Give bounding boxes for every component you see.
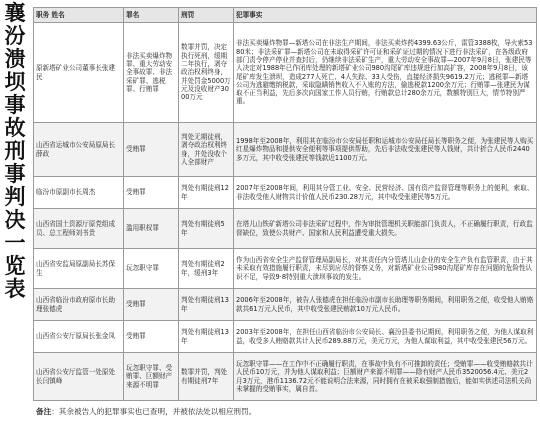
cell-charge: 玩忽职守罪: [124, 249, 179, 289]
cell-facts: 作为山西省安全生产监督管理局副局长，对其责任内分管塔儿山企业的安全生产负有监管职责，由于其未采取有效措施履行职责，未尽到应尽的督察义务，对新塔矿业公司980沟尾矿库存在问题的危险性认识不足，导致9·8特别重大溃坝事故的发生。: [234, 249, 537, 289]
table-row: [34, 123, 537, 177]
side-title-char: 览: [4, 254, 26, 278]
side-title-char: 汾: [4, 24, 26, 48]
cell-name: 山西省公安厅原局长张金凤: [34, 321, 124, 353]
cell-name: 山西省临汾市政府原市长助理张德虎: [34, 289, 124, 321]
footnote-text: ：其余被告人的犯罪事实也已查明，并被依法处以相应刑罚。: [51, 407, 257, 416]
header-sentence: 刑罚: [179, 8, 234, 23]
side-title-char: 决: [4, 208, 26, 232]
table-header-row: [34, 8, 537, 23]
cell-facts: 2006年至2008年，被告人张德虎在担任临汾市副市长助理等职务期间，利用职务之便，收受他人贿赂款共61万元人民币，其中收受张建民贿款10万元人民币。: [234, 289, 537, 321]
cell-facts: 非法买卖爆炸物罪—新塔公司在非法生产期间，非法买卖炸药4399.63公斤，雷管3388枚，导火索5380米；非法采矿罪—新塔公司在未取得采矿许可证和采矿证过期的情况下进行非法采矿，在各级政府部门责令停产停业并查封后，仍继续非法采矿生产，重大劳动安全事故罪—2007年9月8日，张建民等人决定对1988年已作闭库处理的新塔矿业公司980沟尾矿库违规进行加高扩容，2008年9月8日，该尾矿库发生溃坝，造成277人死亡、4人失踪、33人受伤，直接经济损失9619.2万元；逃税罪—新塔公司为逃避缴纳税款，采取隐瞒销售收入不入账的方法，偷逃税款1200余万元；行贿罪—张建民为谋取不正当利益，先后多次向国家工作人员行贿，行贿款总计280余万元，数额特别巨大，情节特别严重。: [234, 23, 537, 123]
cell-charge: 受贿罪: [124, 321, 179, 353]
header-facts: 犯罪事实: [234, 8, 537, 23]
table-row: [34, 177, 537, 209]
cell-facts: 1998年至2008年，利用其在临汾市公安局任职和运城市公安局任局长等职务之便，为张建民等人购买红星爆炸物品和提供安全便利等事项提供帮助，先后非法收受张建民等人钱财，共计折合人民币2440多万元，其中收受张建民等钱款近1100万元。: [234, 123, 537, 177]
cell-charge: 受贿罪: [124, 123, 179, 177]
cell-charge: 受贿罪: [124, 177, 179, 209]
table-row: [34, 249, 537, 289]
cell-facts: 2007年至2008年间，利用其分管工业、安全、民营经济、国有资产监督管理等职务上的便利，索取、非法收受他人财物共计价值人民币230.28万元，其中收受张建民等5万元。: [234, 177, 537, 209]
side-title-char: 故: [4, 116, 26, 140]
footnote-label: 备注: [36, 407, 52, 416]
side-title-char: 一: [4, 231, 26, 255]
cell-sentence: 判处有期徒刑13年: [179, 321, 234, 353]
cell-name: 山西省公安厅监管一处原处长闫镇峰: [34, 353, 124, 401]
table-row: [34, 289, 537, 321]
side-title-char: 事: [4, 162, 26, 186]
cell-name: 原新塔矿业公司董事长张建民: [34, 23, 124, 123]
table-row: [34, 321, 537, 353]
cell-charge: 滥用职权罪: [124, 209, 179, 249]
cell-name: 山西省运城市公安局原局长薛政: [34, 123, 124, 177]
header-charge: 罪名: [124, 8, 179, 23]
side-title-char: 坝: [4, 70, 26, 94]
cell-name: 临汾市原副市长周杰: [34, 177, 124, 209]
header-name: 职务 姓名: [34, 8, 124, 23]
cell-name: 山西省国土资源厅原党组成员、总工程师刘书贵: [34, 209, 124, 249]
cell-sentence: 判处有期徒刑12年: [179, 177, 234, 209]
cell-charge: 玩忽职守罪、受贿罪、巨额财产来源不明罪: [124, 353, 179, 401]
cell-charge: 非法买卖爆炸物罪、重大劳动安全事故罪、非法采矿罪、逃税罪、行贿罪: [124, 23, 179, 123]
cell-sentence: 数罪并罚，判处有期徒刑7年: [179, 353, 234, 401]
table-row: [34, 23, 537, 123]
side-title-char: 判: [4, 185, 26, 209]
cell-facts: 玩忽职守罪——在工作中不正确履行职责，在事故中负有不可推卸的责任；受贿罪——收受贿赂款共计人民币10万元，并为他人谋取利益；巨额财产来源不明罪——除有财产人民币3520056.4元、美元2月3万元，港币1136.72元不能说明合法来源，同时拥有在被采取强制措施后，能如实供述司法机关尚未掌握的受贿事实，属自首。: [234, 353, 537, 401]
cell-sentence: 数罪并罚，决定执行死刑，缓期二年执行，剥夺政治权利终身，并处罚金5000万元及没收财产3000万元: [179, 23, 234, 123]
cell-sentence: 判处有期徒刑5年: [179, 209, 234, 249]
cell-facts: 2003年至2008年，在担任山西省临汾市公安局长、襄汾县委书记期间，利用职务之便，为他人谋取利益，收受多人贿赂款共计人民币289.88万元，美元万元，为他人谋取利益，其中收受张建民56万元。: [234, 321, 537, 353]
table-row: [34, 209, 537, 249]
cell-facts: 在塔儿山铁矿新塔公司非法采矿过程中，作为审批管理机关职能部门负责人，不正确履行职责，行政监督缺位，致使公共财产、国家和人民利益遭受重大损失。: [234, 209, 537, 249]
side-title-char: 事: [4, 93, 26, 117]
footnote: [36, 407, 536, 417]
verdict-table: [33, 7, 537, 401]
cell-sentence: 判处有期徒刑13年: [179, 289, 234, 321]
side-title-char: 表: [4, 277, 26, 301]
side-title-char: 溃: [4, 47, 26, 71]
cell-charge: 受贿罪: [124, 289, 179, 321]
side-title-char: 襄: [4, 1, 26, 25]
cell-name: 山西省安监局原副局长苏保生: [34, 249, 124, 289]
side-title: [2, 2, 28, 402]
cell-sentence: 判处无期徒刑，剥夺政治权利终身，并处没收个人全部财产: [179, 123, 234, 177]
cell-sentence: 判处有期徒刑2年，缓刑3年: [179, 249, 234, 289]
side-title-char: 刑: [4, 139, 26, 163]
table-row: [34, 353, 537, 401]
